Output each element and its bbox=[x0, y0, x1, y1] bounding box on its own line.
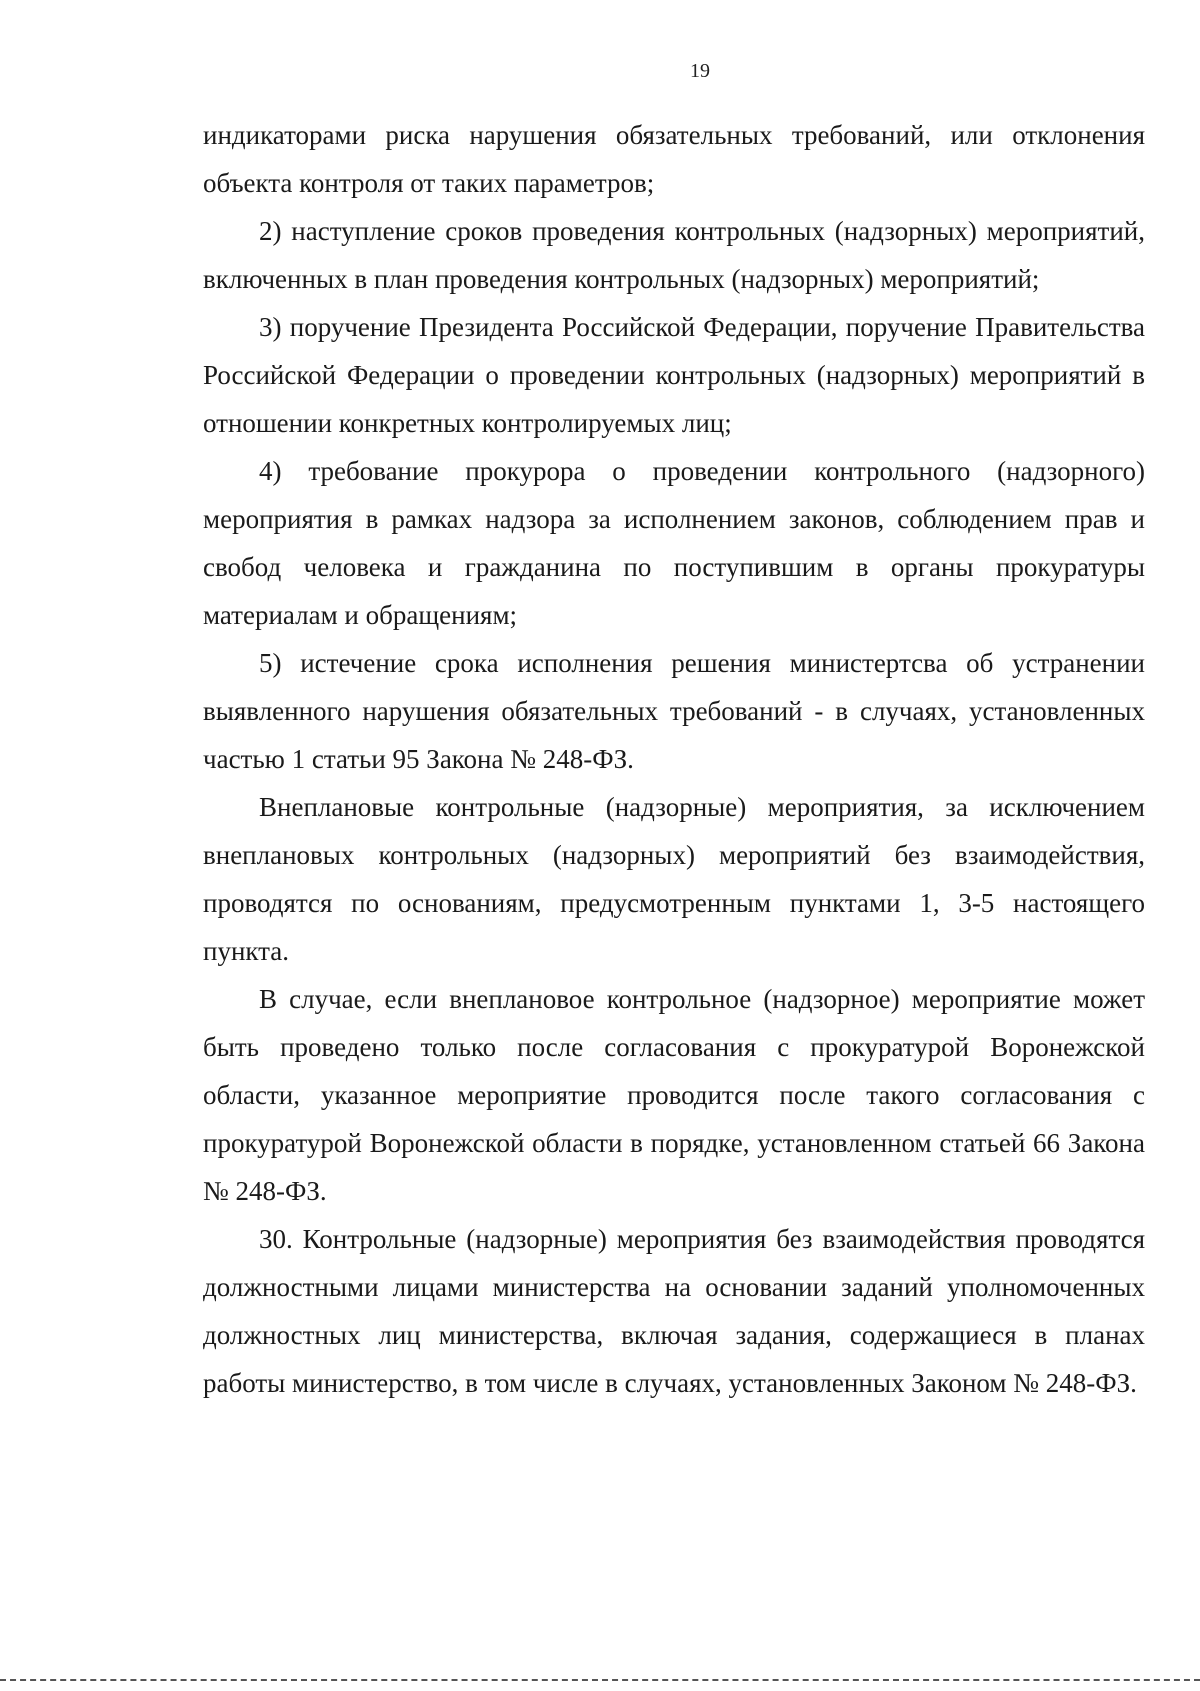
paragraph-clause-30: 30. Контрольные (надзорные) мероприятия без взаимодействия проводятся должностными лицами министерства на основании заданий уполномоченных должностных лиц министерства, включая задания, содержащиеся в планах работы министерство, в том числе в случаях, установленных Законом № 248-ФЗ. bbox=[203, 1224, 1145, 1398]
paragraph-item-5: 5) истечение срока исполнения решения министертсва об устранении выявленного нарушения обязательных требований - в случаях, установленных частью 1 статьи 95 Закона № 248-ФЗ. bbox=[203, 648, 1145, 774]
page-number: 19 bbox=[690, 60, 710, 82]
scan-bottom-edge bbox=[0, 1679, 1200, 1681]
paragraph-prosecutor-approval: В случае, если внеплановое контрольное (надзорное) мероприятие может быть проведено только после согласования с прокуратурой Воронежской области, указанное мероприятие проводится после такого согласования с прокуратурой Воронежской области в порядке, установленном статьей 66 Закона № 248-ФЗ. bbox=[203, 984, 1145, 1206]
paragraph-continuation: индикаторами риска нарушения обязательных требований, или отклонения объекта контроля от таких параметров; bbox=[203, 120, 1145, 198]
document-body bbox=[203, 111, 1145, 1407]
paragraph-item-2: 2) наступление сроков проведения контрольных (надзорных) мероприятий, включенных в план проведения контрольных (надзорных) мероприятий; bbox=[203, 216, 1145, 294]
paragraph-item-3: 3) поручение Президента Российской Федерации, поручение Правительства Российской Федерации о проведении контрольных (надзорных) мероприятий в отношении конкретных контролируемых лиц; bbox=[203, 312, 1145, 438]
paragraph-item-4: 4) требование прокурора о проведении контрольного (надзорного) мероприятия в рамках надзора за исполнением законов, соблюдением прав и свобод человека и гражданина по поступившим в органы прокуратуры материалам и обращениям; bbox=[203, 456, 1145, 630]
paragraph-unplanned-events: Внеплановые контрольные (надзорные) мероприятия, за исключением внеплановых контрольных (надзорных) мероприятий без взаимодействия, проводятся по основаниям, предусмотренным пунктами 1, 3-5 настоящего пункта. bbox=[203, 792, 1145, 966]
